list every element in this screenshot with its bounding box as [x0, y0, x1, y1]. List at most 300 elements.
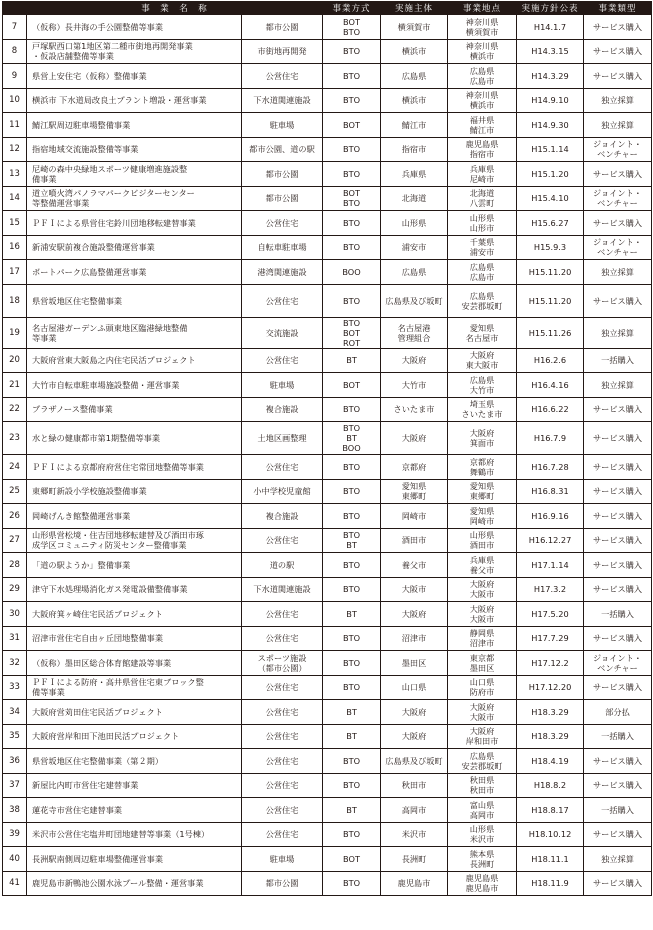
business-method-cell: BTO: [323, 39, 381, 64]
facility-type-cell: 公営住宅: [242, 749, 323, 774]
facility-type-cell: 自転車駐車場: [242, 235, 323, 260]
table-row: [3, 553, 652, 578]
row-number-cell: 37: [3, 773, 27, 798]
row-number-cell: 39: [3, 822, 27, 847]
table-row: [3, 822, 652, 847]
facility-type-cell: 複合施設: [242, 397, 323, 422]
announce-date-cell: H17.12.20: [517, 675, 584, 700]
table-row: [3, 773, 652, 798]
implementing-entity-cell: 大阪府: [381, 602, 448, 627]
project-type-cell: サービス購入: [584, 553, 652, 578]
facility-type-cell: 都市公園: [242, 871, 323, 896]
project-location-cell: 大阪府 大阪市: [448, 602, 517, 627]
row-number-cell: 19: [3, 317, 27, 348]
implementing-entity-cell: 山口県: [381, 675, 448, 700]
table-row: [3, 798, 652, 823]
announce-date-cell: H15.4.10: [517, 186, 584, 211]
project-type-cell: 独立採算: [584, 260, 652, 285]
row-number-cell: 32: [3, 651, 27, 676]
project-name-cell: ボートパーク広島整備運営事業: [27, 260, 242, 285]
implementing-entity-cell: 兵庫県: [381, 162, 448, 187]
facility-type-cell: 都市公園: [242, 15, 323, 40]
table-row: [3, 626, 652, 651]
project-name-cell: 東郷町新設小学校施設整備事業: [27, 479, 242, 504]
project-name-cell: 鯖江駅周辺駐車場整備事業: [27, 113, 242, 138]
project-name-cell: 戸塚駅西口第1地区第二種市街地再開発事業 ・仮設店舗整備等事業: [27, 39, 242, 64]
project-location-cell: 大阪府 箕面市: [448, 422, 517, 455]
project-type-cell: サービス購入: [584, 422, 652, 455]
table-row: [3, 455, 652, 480]
table-row: [3, 137, 652, 162]
project-type-cell: ジョイント・ ベンチャー: [584, 186, 652, 211]
announce-date-cell: H16.12.27: [517, 528, 584, 553]
business-method-cell: BT: [323, 602, 381, 627]
business-method-cell: BTO: [323, 822, 381, 847]
project-type-cell: 独立採算: [584, 113, 652, 138]
row-number-cell: 28: [3, 553, 27, 578]
implementing-entity-cell: 養父市: [381, 553, 448, 578]
project-type-cell: サービス購入: [584, 455, 652, 480]
project-name-cell: ＰＦＩによる京都府府営住宅常団地整備等事業: [27, 455, 242, 480]
project-name-cell: 大阪府営東大阪島之内住宅民活プロジェクト: [27, 348, 242, 373]
project-name-cell: 横浜市 下水道局改良土プラント増設・運営事業: [27, 88, 242, 113]
project-name-cell: 岡崎げんき館整備運営事業: [27, 504, 242, 529]
announce-date-cell: H15.6.27: [517, 211, 584, 236]
business-method-cell: BTO: [323, 577, 381, 602]
project-location-cell: 神奈川県 横浜市: [448, 39, 517, 64]
header-project-name: 事 業 名 称: [27, 2, 323, 15]
facility-type-cell: 公営住宅: [242, 798, 323, 823]
project-location-cell: 山形県 山形市: [448, 211, 517, 236]
table-row: [3, 317, 652, 348]
facility-type-cell: 公営住宅: [242, 528, 323, 553]
project-type-cell: 独立採算: [584, 317, 652, 348]
table-row: [3, 651, 652, 676]
facility-type-cell: 公営住宅: [242, 284, 323, 317]
project-location-cell: 秋田県 秋田市: [448, 773, 517, 798]
business-method-cell: BTO: [323, 162, 381, 187]
project-location-cell: 愛知県 岡崎市: [448, 504, 517, 529]
announce-date-cell: H17.1.14: [517, 553, 584, 578]
project-type-cell: 一括購入: [584, 602, 652, 627]
implementing-entity-cell: 大竹市: [381, 373, 448, 398]
project-location-cell: 愛知県 東郷町: [448, 479, 517, 504]
table-row: [3, 284, 652, 317]
project-name-cell: 米沢市公営住宅塩井町団地建替等事業（1号棟）: [27, 822, 242, 847]
announce-date-cell: H18.11.9: [517, 871, 584, 896]
business-method-cell: BTO: [323, 455, 381, 480]
project-location-cell: 千葉県 浦安市: [448, 235, 517, 260]
business-method-cell: BTO: [323, 88, 381, 113]
row-number-cell: 35: [3, 724, 27, 749]
announce-date-cell: H16.6.22: [517, 397, 584, 422]
announce-date-cell: H14.9.10: [517, 88, 584, 113]
implementing-entity-cell: 鯖江市: [381, 113, 448, 138]
implementing-entity-cell: 長洲町: [381, 847, 448, 872]
project-location-cell: 大阪府 大阪市: [448, 577, 517, 602]
facility-type-cell: 公営住宅: [242, 64, 323, 89]
facility-type-cell: 小中学校児童館: [242, 479, 323, 504]
project-name-cell: 県営坂地区住宅整備事業: [27, 284, 242, 317]
project-name-cell: 「道の駅ようか」整備事業: [27, 553, 242, 578]
table-row: [3, 88, 652, 113]
implementing-entity-cell: 広島県: [381, 260, 448, 285]
table-row: [3, 675, 652, 700]
implementing-entity-cell: 北海道: [381, 186, 448, 211]
implementing-entity-cell: 京都府: [381, 455, 448, 480]
project-name-cell: 名古屋港ガーデンふ頭東地区臨港緑地整備 等事業: [27, 317, 242, 348]
announce-date-cell: H18.8.2: [517, 773, 584, 798]
header-entity: 実施主体: [381, 2, 448, 15]
announce-date-cell: H14.3.15: [517, 39, 584, 64]
header-announce-date: 実施方針公表: [517, 2, 584, 15]
business-method-cell: BTO: [323, 235, 381, 260]
business-method-cell: BT: [323, 798, 381, 823]
row-number-cell: 40: [3, 847, 27, 872]
facility-type-cell: 都市公園、道の駅: [242, 137, 323, 162]
row-number-cell: 16: [3, 235, 27, 260]
announce-date-cell: H18.4.19: [517, 749, 584, 774]
table-row: [3, 260, 652, 285]
row-number-cell: 13: [3, 162, 27, 187]
project-name-cell: 新屋比内町市営住宅建替事業: [27, 773, 242, 798]
project-type-cell: サービス購入: [584, 284, 652, 317]
project-location-cell: 山形県 米沢市: [448, 822, 517, 847]
row-number-cell: 22: [3, 397, 27, 422]
business-method-cell: BOT BTO: [323, 186, 381, 211]
project-type-cell: サービス購入: [584, 479, 652, 504]
project-type-cell: サービス購入: [584, 397, 652, 422]
row-number-cell: 24: [3, 455, 27, 480]
project-name-cell: 大竹市自転車駐車場施設整備・運営事業: [27, 373, 242, 398]
implementing-entity-cell: 横須賀市: [381, 15, 448, 40]
project-type-cell: サービス購入: [584, 871, 652, 896]
project-name-cell: 大阪府営岸和田下池田民活プロジェクト: [27, 724, 242, 749]
facility-type-cell: 駐車場: [242, 847, 323, 872]
header-number: [3, 2, 27, 15]
table-row: [3, 504, 652, 529]
row-number-cell: 25: [3, 479, 27, 504]
implementing-entity-cell: さいたま市: [381, 397, 448, 422]
implementing-entity-cell: 秋田市: [381, 773, 448, 798]
project-name-cell: （仮称）長井海の手公園整備等事業: [27, 15, 242, 40]
facility-type-cell: 土地区画整理: [242, 422, 323, 455]
facility-type-cell: 公営住宅: [242, 773, 323, 798]
facility-type-cell: 下水道関連施設: [242, 577, 323, 602]
project-location-cell: 広島県 大竹市: [448, 373, 517, 398]
table-body: [3, 15, 652, 896]
row-number-cell: 17: [3, 260, 27, 285]
facility-type-cell: 複合施設: [242, 504, 323, 529]
project-type-cell: ジョイント・ ベンチャー: [584, 137, 652, 162]
project-type-cell: サービス購入: [584, 64, 652, 89]
project-type-cell: サービス購入: [584, 675, 652, 700]
project-location-cell: 埼玉県 さいたま市: [448, 397, 517, 422]
row-number-cell: 34: [3, 700, 27, 725]
project-location-cell: 東京都 墨田区: [448, 651, 517, 676]
table-row: [3, 700, 652, 725]
project-location-cell: 山形県 酒田市: [448, 528, 517, 553]
project-type-cell: 独立採算: [584, 373, 652, 398]
project-location-cell: 福井県 鯖江市: [448, 113, 517, 138]
project-name-cell: ＰＦＩによる防府・高井県営住宅東ブロック整 備等事業: [27, 675, 242, 700]
table-row: [3, 186, 652, 211]
project-name-cell: 県営上安住宅（仮称）整備事業: [27, 64, 242, 89]
business-method-cell: BTO: [323, 749, 381, 774]
project-type-cell: サービス購入: [584, 528, 652, 553]
business-method-cell: BTO BT BOO: [323, 422, 381, 455]
announce-date-cell: H14.9.30: [517, 113, 584, 138]
facility-type-cell: 都市公園: [242, 162, 323, 187]
facility-type-cell: 公営住宅: [242, 822, 323, 847]
announce-date-cell: H16.7.9: [517, 422, 584, 455]
project-location-cell: 静岡県 沼津市: [448, 626, 517, 651]
table-row: [3, 64, 652, 89]
project-name-cell: 水と緑の健康都市第1期整備等事業: [27, 422, 242, 455]
project-location-cell: 大阪府 岸和田市: [448, 724, 517, 749]
implementing-entity-cell: 大阪市: [381, 577, 448, 602]
business-method-cell: BOT: [323, 373, 381, 398]
announce-date-cell: H16.7.28: [517, 455, 584, 480]
implementing-entity-cell: 横浜市: [381, 88, 448, 113]
implementing-entity-cell: 浦安市: [381, 235, 448, 260]
facility-type-cell: 公営住宅: [242, 348, 323, 373]
project-name-cell: 津守下水処理場消化ガス発電設備整備事業: [27, 577, 242, 602]
business-method-cell: BTO: [323, 284, 381, 317]
project-location-cell: 大阪府 大阪市: [448, 700, 517, 725]
announce-date-cell: H18.11.1: [517, 847, 584, 872]
implementing-entity-cell: 酒田市: [381, 528, 448, 553]
facility-type-cell: 市街地再開発: [242, 39, 323, 64]
row-number-cell: 10: [3, 88, 27, 113]
row-number-cell: 15: [3, 211, 27, 236]
row-number-cell: 11: [3, 113, 27, 138]
table-row: [3, 162, 652, 187]
project-name-cell: 長洲駅南側周辺駐車場整備運営事業: [27, 847, 242, 872]
announce-date-cell: H17.7.29: [517, 626, 584, 651]
project-name-cell: 山形県営松境・住吉団地移転建替及び酒田市琢 成学区コミュニティ防災センター整備事業: [27, 528, 242, 553]
table-row: [3, 113, 652, 138]
header-method: 事業方式: [323, 2, 381, 15]
project-name-cell: プラザノース整備事業: [27, 397, 242, 422]
table-row: [3, 847, 652, 872]
business-method-cell: BT: [323, 700, 381, 725]
announce-date-cell: H17.12.2: [517, 651, 584, 676]
facility-type-cell: 公営住宅: [242, 724, 323, 749]
implementing-entity-cell: 山形県: [381, 211, 448, 236]
announce-date-cell: H18.3.29: [517, 700, 584, 725]
row-number-cell: 26: [3, 504, 27, 529]
implementing-entity-cell: 鹿児島市: [381, 871, 448, 896]
project-name-cell: 大阪府箕ヶ崎住宅民活プロジェクト: [27, 602, 242, 627]
row-number-cell: 30: [3, 602, 27, 627]
project-location-cell: 北海道 八雲町: [448, 186, 517, 211]
table-row: [3, 528, 652, 553]
project-type-cell: サービス購入: [584, 749, 652, 774]
table-row: [3, 602, 652, 627]
row-number-cell: 38: [3, 798, 27, 823]
announce-date-cell: H15.1.20: [517, 162, 584, 187]
announce-date-cell: H15.11.20: [517, 284, 584, 317]
announce-date-cell: H17.5.20: [517, 602, 584, 627]
table-row: [3, 397, 652, 422]
row-number-cell: 14: [3, 186, 27, 211]
table-row: [3, 479, 652, 504]
facility-type-cell: スポーツ施設 （都市公園）: [242, 651, 323, 676]
business-method-cell: BOO: [323, 260, 381, 285]
implementing-entity-cell: 横浜市: [381, 39, 448, 64]
row-number-cell: 33: [3, 675, 27, 700]
table-row: [3, 577, 652, 602]
project-name-cell: 尼崎の森中央緑地スポーツ健康増進施設整 備事業: [27, 162, 242, 187]
business-method-cell: BTO: [323, 479, 381, 504]
project-type-cell: サービス購入: [584, 211, 652, 236]
business-method-cell: BT: [323, 724, 381, 749]
business-method-cell: BTO: [323, 64, 381, 89]
project-name-cell: 県営坂地区住宅整備事業（第２期）: [27, 749, 242, 774]
business-method-cell: BOT BTO: [323, 15, 381, 40]
implementing-entity-cell: 墨田区: [381, 651, 448, 676]
announce-date-cell: H16.9.16: [517, 504, 584, 529]
project-type-cell: ジョイント・ ベンチャー: [584, 651, 652, 676]
facility-type-cell: 公営住宅: [242, 455, 323, 480]
pfi-project-table-document: [2, 1, 652, 896]
business-method-cell: BTO: [323, 675, 381, 700]
business-method-cell: BTO: [323, 651, 381, 676]
announce-date-cell: H16.4.16: [517, 373, 584, 398]
announce-date-cell: H18.8.17: [517, 798, 584, 823]
implementing-entity-cell: 沼津市: [381, 626, 448, 651]
business-method-cell: BTO: [323, 504, 381, 529]
project-name-cell: 新浦安駅前複合施設整備運営事業: [27, 235, 242, 260]
announce-date-cell: H15.11.20: [517, 260, 584, 285]
project-name-cell: 指宿地域交流施設整備等事業: [27, 137, 242, 162]
project-type-cell: サービス購入: [584, 626, 652, 651]
table-row: [3, 15, 652, 40]
business-method-cell: BTO: [323, 397, 381, 422]
project-location-cell: 広島県 安芸郡坂町: [448, 749, 517, 774]
row-number-cell: 8: [3, 39, 27, 64]
implementing-entity-cell: 大阪府: [381, 724, 448, 749]
project-type-cell: 一括購入: [584, 348, 652, 373]
project-type-cell: 一括購入: [584, 724, 652, 749]
implementing-entity-cell: 岡崎市: [381, 504, 448, 529]
business-method-cell: BTO: [323, 871, 381, 896]
project-name-cell: 大阪府営苅田住宅民活プロジェクト: [27, 700, 242, 725]
announce-date-cell: H16.8.31: [517, 479, 584, 504]
business-method-cell: BT: [323, 348, 381, 373]
implementing-entity-cell: 大阪府: [381, 700, 448, 725]
table-row: [3, 348, 652, 373]
facility-type-cell: 公営住宅: [242, 211, 323, 236]
announce-date-cell: H16.2.6: [517, 348, 584, 373]
business-method-cell: BTO: [323, 137, 381, 162]
facility-type-cell: 下水道関連施設: [242, 88, 323, 113]
implementing-entity-cell: 大阪府: [381, 348, 448, 373]
facility-type-cell: 公営住宅: [242, 700, 323, 725]
project-name-cell: （仮称）墨田区総合体育館建設等事業: [27, 651, 242, 676]
table-row: [3, 724, 652, 749]
table-row: [3, 211, 652, 236]
implementing-entity-cell: 米沢市: [381, 822, 448, 847]
table-row: [3, 871, 652, 896]
table-row: [3, 422, 652, 455]
implementing-entity-cell: 大阪府: [381, 422, 448, 455]
business-method-cell: BTO: [323, 553, 381, 578]
project-type-cell: サービス購入: [584, 577, 652, 602]
project-location-cell: 神奈川県 横須賀市: [448, 15, 517, 40]
project-type-cell: サービス購入: [584, 773, 652, 798]
project-type-cell: 一括購入: [584, 798, 652, 823]
implementing-entity-cell: 指宿市: [381, 137, 448, 162]
table-row: [3, 235, 652, 260]
project-location-cell: 兵庫県 養父市: [448, 553, 517, 578]
row-number-cell: 18: [3, 284, 27, 317]
business-method-cell: BTO: [323, 211, 381, 236]
row-number-cell: 41: [3, 871, 27, 896]
row-number-cell: 9: [3, 64, 27, 89]
announce-date-cell: H18.10.12: [517, 822, 584, 847]
facility-type-cell: 港湾関連施設: [242, 260, 323, 285]
facility-type-cell: 駐車場: [242, 373, 323, 398]
implementing-entity-cell: 高岡市: [381, 798, 448, 823]
project-location-cell: 広島県 安芸郡坂町: [448, 284, 517, 317]
announce-date-cell: H15.9.3: [517, 235, 584, 260]
header-location: 事業地点: [448, 2, 517, 15]
row-number-cell: 27: [3, 528, 27, 553]
project-location-cell: 大阪府 東大阪市: [448, 348, 517, 373]
project-name-cell: 蓮花寺市営住宅建替事業: [27, 798, 242, 823]
project-location-cell: 富山県 高岡市: [448, 798, 517, 823]
project-type-cell: サービス購入: [584, 39, 652, 64]
project-location-cell: 鹿児島県 指宿市: [448, 137, 517, 162]
facility-type-cell: 公営住宅: [242, 675, 323, 700]
table-header-row: [3, 2, 652, 15]
project-location-cell: 兵庫県 尼崎市: [448, 162, 517, 187]
table-row: [3, 39, 652, 64]
project-location-cell: 神奈川県 横浜市: [448, 88, 517, 113]
row-number-cell: 7: [3, 15, 27, 40]
project-name-cell: 鹿児島市新鴨池公園水泳プール整備・運営事業: [27, 871, 242, 896]
announce-date-cell: H15.1.14: [517, 137, 584, 162]
project-location-cell: 山口県 防府市: [448, 675, 517, 700]
announce-date-cell: H18.3.29: [517, 724, 584, 749]
project-type-cell: サービス購入: [584, 822, 652, 847]
project-name-cell: 道立噴火湾パノラマパークビジターセンター 等整備運営事業: [27, 186, 242, 211]
row-number-cell: 23: [3, 422, 27, 455]
business-method-cell: BTO BOT ROT: [323, 317, 381, 348]
row-number-cell: 21: [3, 373, 27, 398]
business-method-cell: BTO: [323, 773, 381, 798]
facility-type-cell: 道の駅: [242, 553, 323, 578]
project-location-cell: 鹿児島県 鹿児島市: [448, 871, 517, 896]
announce-date-cell: H14.1.7: [517, 15, 584, 40]
header-project-type: 事業類型: [584, 2, 652, 15]
project-location-cell: 熊本県 長洲町: [448, 847, 517, 872]
implementing-entity-cell: 愛知県 東郷町: [381, 479, 448, 504]
table-row: [3, 373, 652, 398]
implementing-entity-cell: 広島県及び坂町: [381, 749, 448, 774]
row-number-cell: 31: [3, 626, 27, 651]
implementing-entity-cell: 名古屋港 管理組合: [381, 317, 448, 348]
project-type-cell: 独立採算: [584, 847, 652, 872]
project-location-cell: 広島県 広島市: [448, 64, 517, 89]
project-type-cell: サービス購入: [584, 504, 652, 529]
announce-date-cell: H15.11.26: [517, 317, 584, 348]
implementing-entity-cell: 広島県: [381, 64, 448, 89]
project-type-cell: サービス購入: [584, 15, 652, 40]
project-type-cell: サービス購入: [584, 162, 652, 187]
